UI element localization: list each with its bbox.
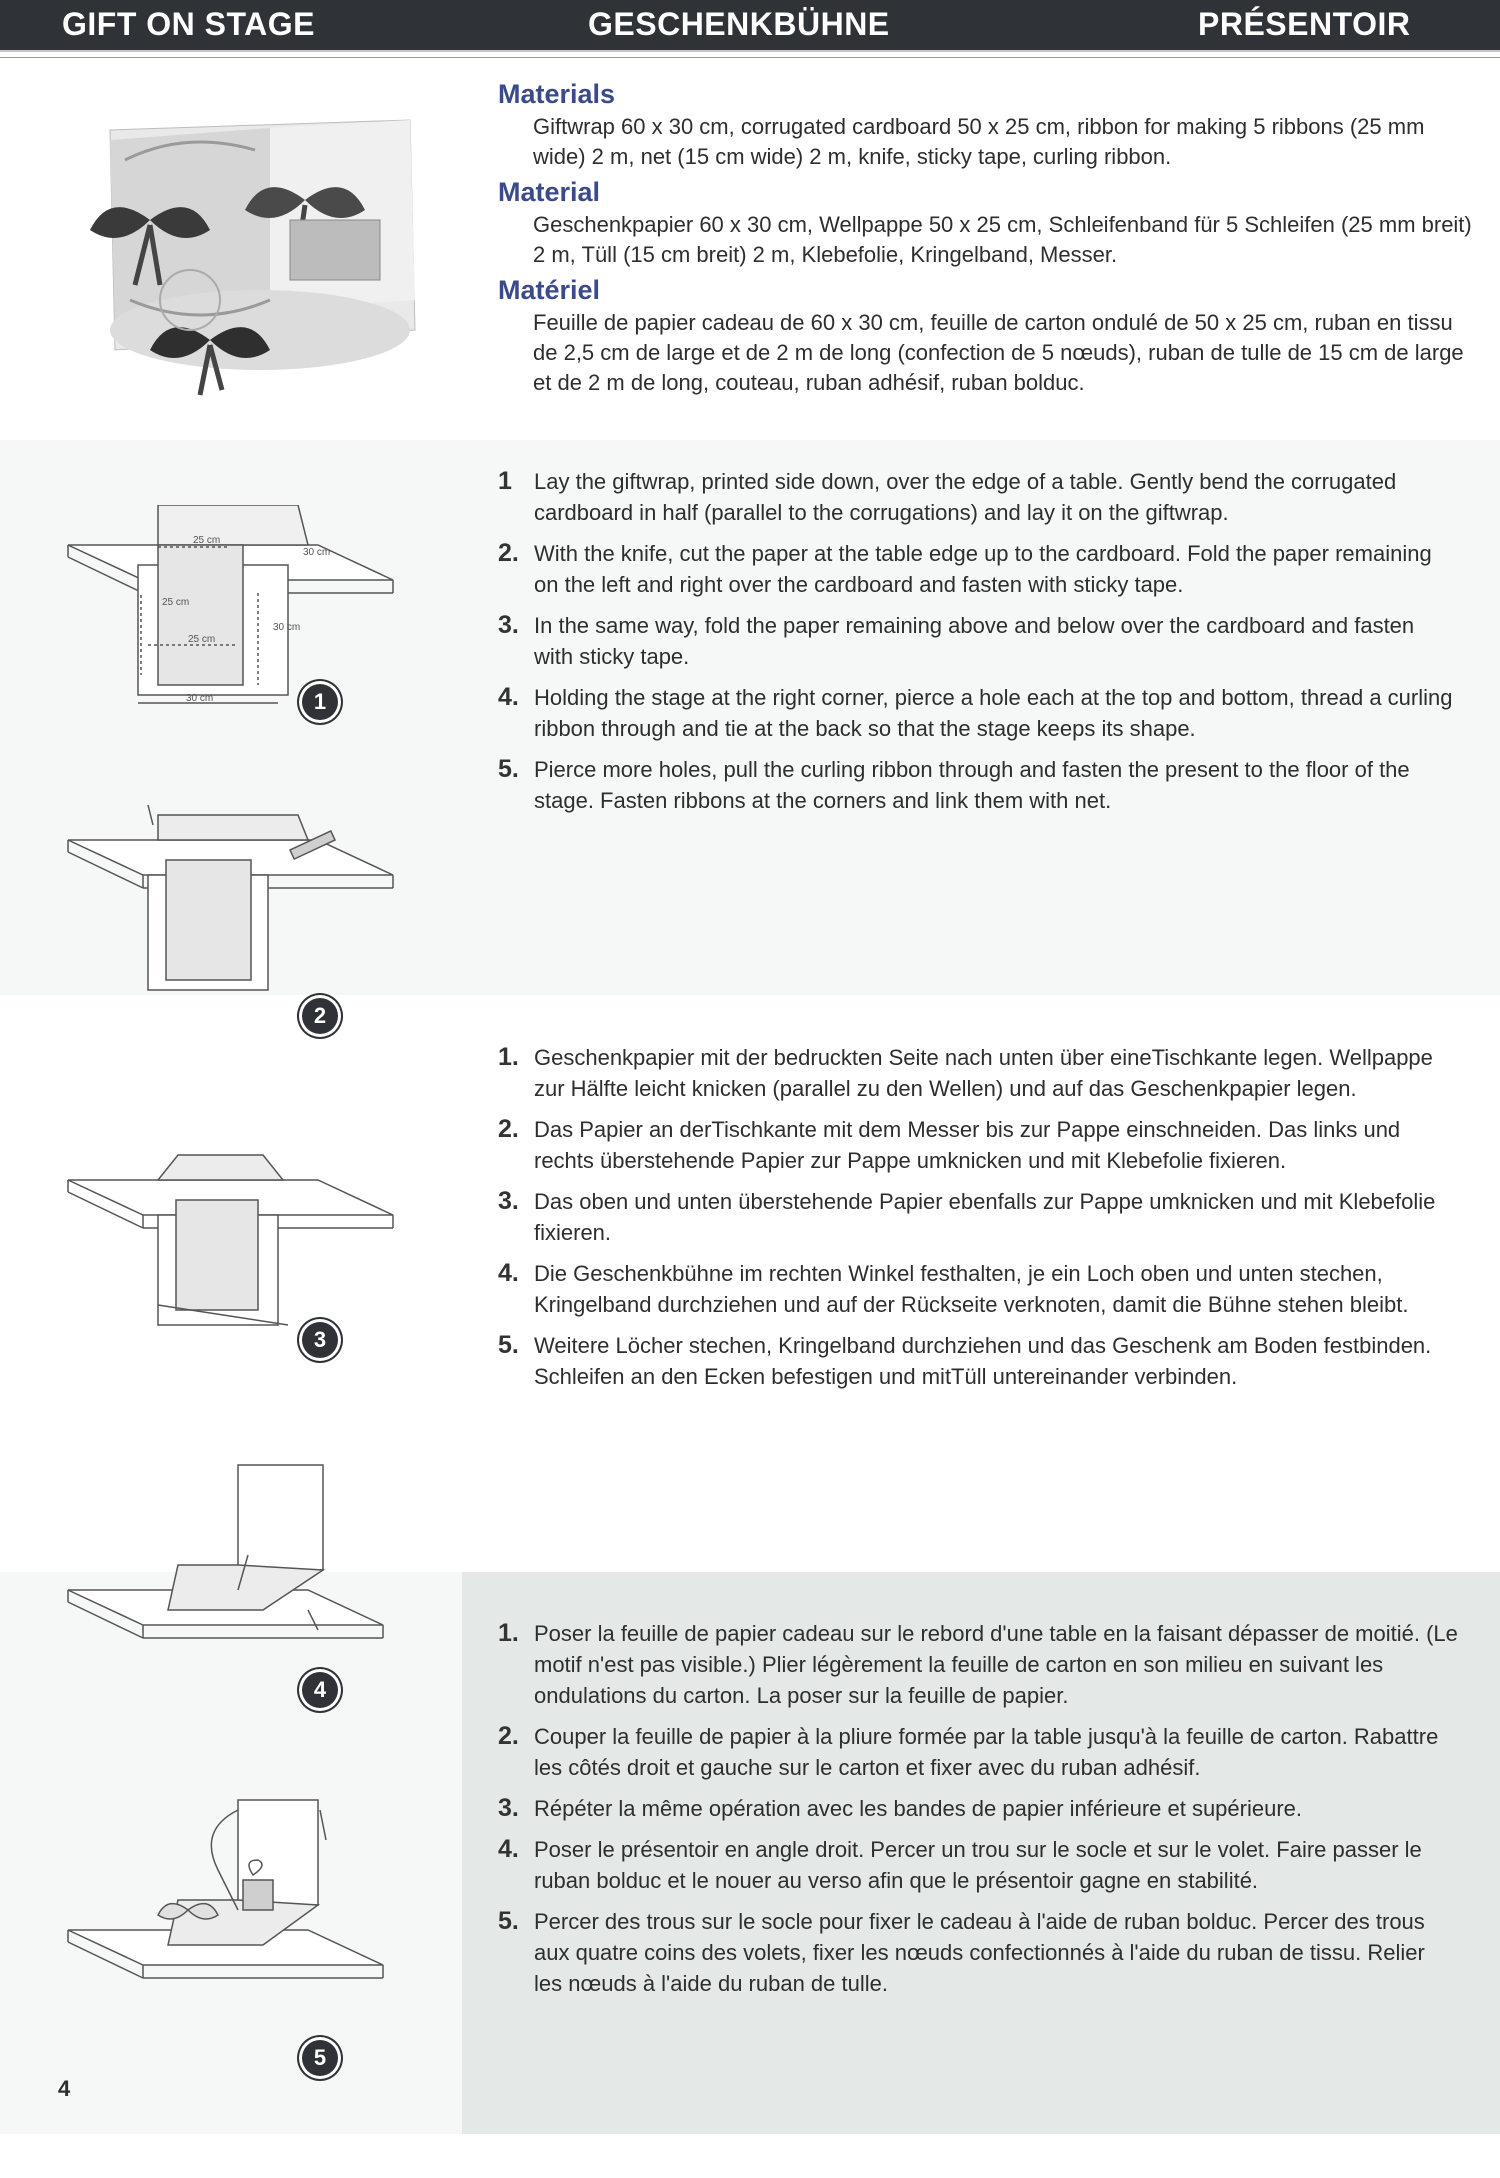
step-number: 2.	[498, 1115, 519, 1143]
steps-english	[498, 466, 1458, 826]
step-text: Weitere Löcher stechen, Kringelband durchziehen und das Geschenk am Boden festbinden. Schleifen an den Ecken befestigen und mitTüll untereinander verbinden.	[534, 1333, 1432, 1389]
step-de-4	[498, 1258, 1458, 1320]
step-en-2	[498, 538, 1458, 600]
step-number: 4.	[498, 1835, 519, 1863]
steps-french	[498, 1618, 1458, 2009]
step-fr-1	[498, 1618, 1458, 1711]
step-en-4	[498, 682, 1458, 744]
step-text: Lay the giftwrap, printed side down, over the edge of a table. Gently bend the corrugated cardboard in half (parallel to the corrugations) and lay it on the giftwrap.	[534, 469, 1397, 525]
materials-text-en: Giftwrap 60 x 30 cm, corrugated cardboard 50 x 25 cm, ribbon for making 5 ribbons (25 mm wide) 2 m, net (15 cm wide) 2 m, knife, sticky tape, curling ribbon.	[533, 114, 1425, 169]
step-text: Die Geschenkbühne im rechten Winkel festhalten, je ein Loch oben und unten stechen, Kringelband durchziehen und auf der Rückseite verknoten, damit die Bühne stehen bleibt.	[534, 1261, 1409, 1317]
step4-illustration	[58, 1460, 398, 1650]
figure-badge-5: 5	[302, 2040, 338, 2076]
page-header	[0, 0, 1500, 50]
step-number: 5.	[498, 1907, 519, 1935]
step-text: Das Papier an derTischkante mit dem Messer bis zur Pappe einschneiden. Das links und rechts überstehende Papier zur Pappe umknicken und mit Klebefolie fixieren.	[534, 1117, 1401, 1173]
label-right-height: 30 cm	[273, 622, 301, 633]
step-number: 2.	[498, 1722, 519, 1750]
title-french: PRÉSENTOIR	[1198, 6, 1411, 42]
step-number: 3.	[498, 1187, 519, 1215]
step2-illustration	[58, 800, 398, 1000]
step-number: 2.	[498, 539, 519, 567]
materials-heading-en: Materials	[498, 79, 616, 109]
figure-badge-1: 1	[302, 684, 338, 720]
step-fr-3	[498, 1793, 1458, 1824]
page-number: 4	[58, 2076, 71, 2101]
step-text: Poser le présentoir en angle droit. Percer un trou sur le socle et sur le volet. Faire passer le ruban bolduc et le nouer au verso afin que le présentoir gagne en stabilité.	[534, 1837, 1422, 1893]
step-text: Percer des trous sur le socle pour fixer le cadeau à l'aide de ruban bolduc. Percer des trous aux quatre coins des volets, fixer les nœuds confectionnés à l'aide du ruban de tissu. Relier les nœuds à l'aide du ruban de tulle.	[534, 1909, 1425, 1996]
materials-heading-de: Material	[498, 177, 601, 207]
step5-illustration	[58, 1780, 398, 1990]
label-left-height: 25 cm	[162, 597, 190, 608]
step-text: Das oben und unten überstehende Papier ebenfalls zur Pappe umknicken und mit Klebefolie fixieren.	[534, 1189, 1436, 1245]
step-text: With the knife, cut the paper at the table edge up to the cardboard. Fold the paper remaining on the left and right over the cardboard and fasten with sticky tape.	[534, 541, 1432, 597]
step3-illustration	[58, 1140, 398, 1340]
title-german: GESCHENKBÜHNE	[588, 6, 890, 42]
step-en-1	[498, 466, 1458, 528]
step-text: Couper la feuille de papier à la pliure formée par la table jusqu'à la feuille de carton. Rabattre les côtés droit et gauche sur le carton et fixer avec du ruban adhésif.	[534, 1724, 1439, 1780]
step-fr-5	[498, 1906, 1458, 1999]
step-fr-4	[498, 1834, 1458, 1896]
materials-text-de: Geschenkpapier 60 x 30 cm, Wellpappe 50 x 25 cm, Schleifenband für 5 Schleifen (25 mm breit) 2 m, Tüll (15 cm breit) 2 m, Klebefolie, Kringelband, Messer.	[533, 212, 1472, 267]
step-fr-2	[498, 1721, 1458, 1783]
step-de-2	[498, 1114, 1458, 1176]
step-en-3	[498, 610, 1458, 672]
steps-german	[498, 1042, 1458, 1402]
step-number: 4.	[498, 683, 519, 711]
title-english: GIFT ON STAGE	[62, 6, 316, 42]
step-text: In the same way, fold the paper remaining above and below over the cardboard and fasten with sticky tape.	[534, 613, 1415, 669]
figure-badge-4: 4	[302, 1672, 338, 1708]
materials-text-fr: Feuille de papier cadeau de 60 x 30 cm, feuille de carton ondulé de 50 x 25 cm, ruban en tissu de 2,5 cm de large et de 2 m de long (confection de 5 nœuds), ruban de tulle de 15 cm de large et de 2 m de long, couteau, ruban adhésif, ruban bolduc.	[533, 310, 1464, 395]
label-bottom-width: 30 cm	[186, 693, 214, 704]
finished-product-photo	[70, 100, 430, 400]
step1-illustration	[58, 505, 398, 715]
label-right-top: 30 cm	[303, 547, 331, 558]
label-top-width: 25 cm	[193, 535, 221, 546]
figure-badge-2: 2	[302, 998, 338, 1034]
step-number: 1.	[498, 1043, 519, 1071]
step-text: Geschenkpapier mit der bedruckten Seite nach unten über eineTischkante legen. Wellpappe zur Hälfte leicht knicken (parallel zu den Wellen) und auf das Geschenkpapier legen.	[534, 1045, 1433, 1101]
step-number: 3.	[498, 611, 519, 639]
step-text: Poser la feuille de papier cadeau sur le rebord d'une table en la faisant dépasser de moitié. (Le motif n'est pas visible.) Plier légèrement la feuille de carton en son milieu en suivant les ondulations du carton. La poser sur la feuille de papier.	[534, 1621, 1458, 1708]
step-number: 4.	[498, 1259, 519, 1287]
step-text: Pierce more holes, pull the curling ribbon through and fasten the present to the floor of the stage. Fasten ribbons at the corners and link them with net.	[534, 757, 1410, 813]
step-number: 1	[498, 467, 512, 495]
materials-heading-fr: Matériel	[498, 275, 601, 305]
materials-block	[498, 78, 1478, 402]
step-text: Holding the stage at the right corner, pierce a hole each at the top and bottom, thread a curling ribbon through and tie at the back so that the stage keeps its shape.	[534, 685, 1453, 741]
step-de-3	[498, 1186, 1458, 1248]
step-en-5	[498, 754, 1458, 816]
step-number: 1.	[498, 1619, 519, 1647]
step-de-5	[498, 1330, 1458, 1392]
figure-badge-3: 3	[302, 1322, 338, 1358]
step-de-1	[498, 1042, 1458, 1104]
step-number: 5.	[498, 1331, 519, 1359]
step-text: Répéter la même opération avec les bandes de papier inférieure et supérieure.	[534, 1796, 1303, 1821]
label-inner-width: 25 cm	[188, 634, 216, 645]
step-number: 3.	[498, 1794, 519, 1822]
step-number: 5.	[498, 755, 519, 783]
